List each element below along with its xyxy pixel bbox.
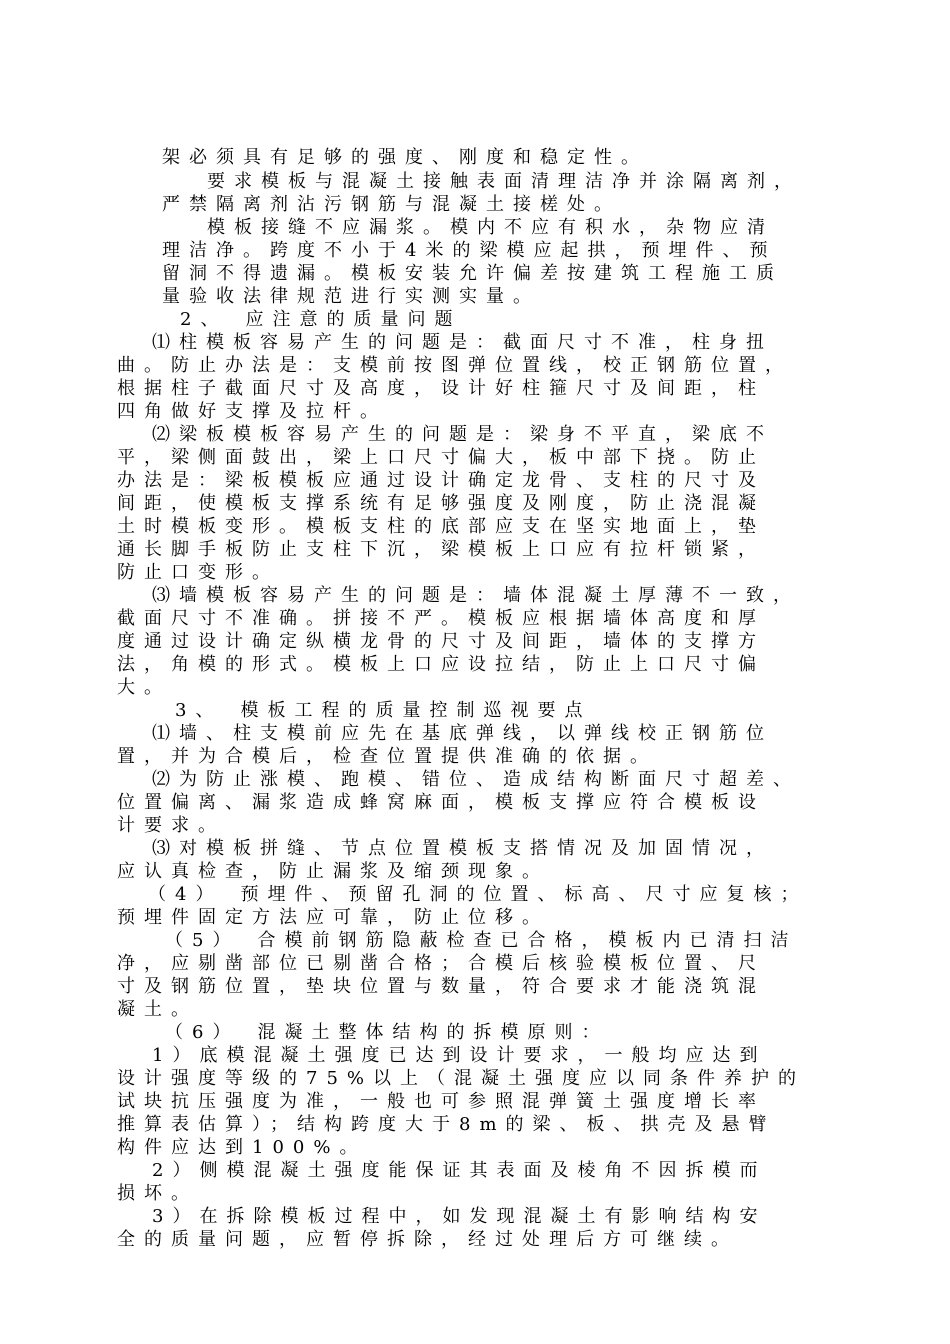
text-line: 严禁隔离剂沾污钢筋与混凝土接槎处。	[162, 194, 621, 215]
text-line: 试块抗压强度为准，一般也可参照混弹簧土强度增长率	[117, 1091, 765, 1112]
section-heading: 2、 应注意的质量问题	[180, 309, 462, 330]
text-line: 置，并为合模后，检查位置提供准确的依据。	[117, 746, 657, 767]
text-line: 通长脚手板防止支柱下沉，梁模板上口应有拉杆锁紧，	[117, 539, 765, 560]
text-line: ⑶墙模板容易产生的问题是：墙体混凝土厚薄不一致，	[152, 585, 800, 606]
text-line: 防止口变形。	[117, 562, 279, 583]
text-line: 模板接缝不应漏浆。模内不应有积水，杂物应清	[207, 217, 774, 238]
text-line: 损坏。	[117, 1183, 198, 1204]
text-line: （5） 合模前钢筋隐蔽检查已合格，模板内已清扫洁	[165, 930, 798, 951]
text-line: 预埋件固定方法应可靠，防止位移。	[117, 907, 549, 928]
text-line: 曲。防止办法是：支模前按图弹位置线，校正钢筋位置，	[117, 355, 792, 376]
text-line: 2）侧模混凝土强度能保证其表面及棱角不因拆模而	[152, 1160, 767, 1181]
text-line: 架必须具有足够的强度、刚度和稳定性。	[162, 147, 648, 168]
text-line: 全的质量问题，应暂停拆除，经过处理后方可继续。	[117, 1229, 738, 1250]
text-line: 构件应达到100%。	[117, 1137, 367, 1158]
text-line: 凝土。	[117, 999, 198, 1020]
text-line: 留洞不得遗漏。模板安装允许偏差按建筑工程施工质	[162, 263, 783, 284]
text-line: 设计强度等级的75%以上（混凝土强度应以同条件养护的	[117, 1068, 806, 1089]
section-heading: （6） 混凝土整体结构的拆模原则：	[165, 1022, 609, 1043]
text-line: 要求模板与混凝土接触表面清理洁净并涂隔离剂，	[207, 171, 801, 192]
text-line: 计要求。	[117, 815, 225, 836]
text-line: 位置偏离、漏浆造成蜂窝麻面，模板支撑应符合模板设	[117, 792, 765, 813]
text-line: （4） 预埋件、预留孔洞的位置、标高、尺寸应复核；	[148, 884, 808, 905]
text-line: 法，角模的形式。模板上口应设拉结，防止上口尺寸偏	[117, 654, 765, 675]
text-line: 度通过设计确定纵横龙骨的尺寸及间距，墙体的支撑方	[117, 631, 765, 652]
text-line: 3）在拆除模板过程中，如发现混凝土有影响结构安	[152, 1206, 767, 1227]
text-line: 理洁净。跨度不小于4米的梁模应起拱，预埋件、预	[162, 240, 777, 261]
section-heading: 3、 模板工程的质量控制巡视要点	[175, 700, 592, 721]
text-line: 应认真检查，防止漏浆及缩颈现象。	[117, 861, 549, 882]
text-line: 截面尺寸不准确。拼接不严。模板应根据墙体高度和厚	[117, 608, 765, 629]
text-line: 推算表估算）；结构跨度大于8m的梁、板、拱壳及悬臂	[117, 1114, 776, 1135]
text-line: 办法是：梁板模板应通过设计确定龙骨、支柱的尺寸及	[117, 470, 765, 491]
text-line: ⑴柱模板容易产生的问题是：截面尺寸不准，柱身扭	[152, 332, 773, 353]
text-line: 四角做好支撑及拉杆。	[117, 401, 387, 422]
text-line: ⑴墙、柱支模前应先在基底弹线，以弹线校正钢筋位	[152, 723, 773, 744]
text-line: 间距，使模板支撑系统有足够强度及刚度，防止浇混凝	[117, 493, 765, 514]
text-line: ⑶对模板拼缝、节点位置模板支搭情况及加固情况，	[152, 838, 773, 859]
text-line: 寸及钢筋位置，垫块位置与数量，符合要求才能浇筑混	[117, 976, 765, 997]
text-line: ⑵梁板模板容易产生的问题是：梁身不平直，梁底不	[152, 424, 773, 445]
text-line: 根据柱子截面尺寸及高度，设计好柱箍尺寸及间距，柱	[117, 378, 765, 399]
text-line: 量验收法律规范进行实测实量。	[162, 286, 540, 307]
text-line: 土时模板变形。模板支柱的底部应支在坚实地面上，垫	[117, 516, 765, 537]
text-line: 大。	[117, 677, 171, 698]
text-line: 净，应剔凿部位已剔凿合格；合模后核验模板位置、尺	[117, 953, 765, 974]
text-line: ⑵为防止涨模、跑模、错位、造成结构断面尺寸超差、	[152, 769, 800, 790]
text-line: 平，梁侧面鼓出，梁上口尺寸偏大，板中部下挠。防止	[117, 447, 765, 468]
text-line: 1）底模混凝土强度已达到设计要求，一般均应达到	[152, 1045, 767, 1066]
